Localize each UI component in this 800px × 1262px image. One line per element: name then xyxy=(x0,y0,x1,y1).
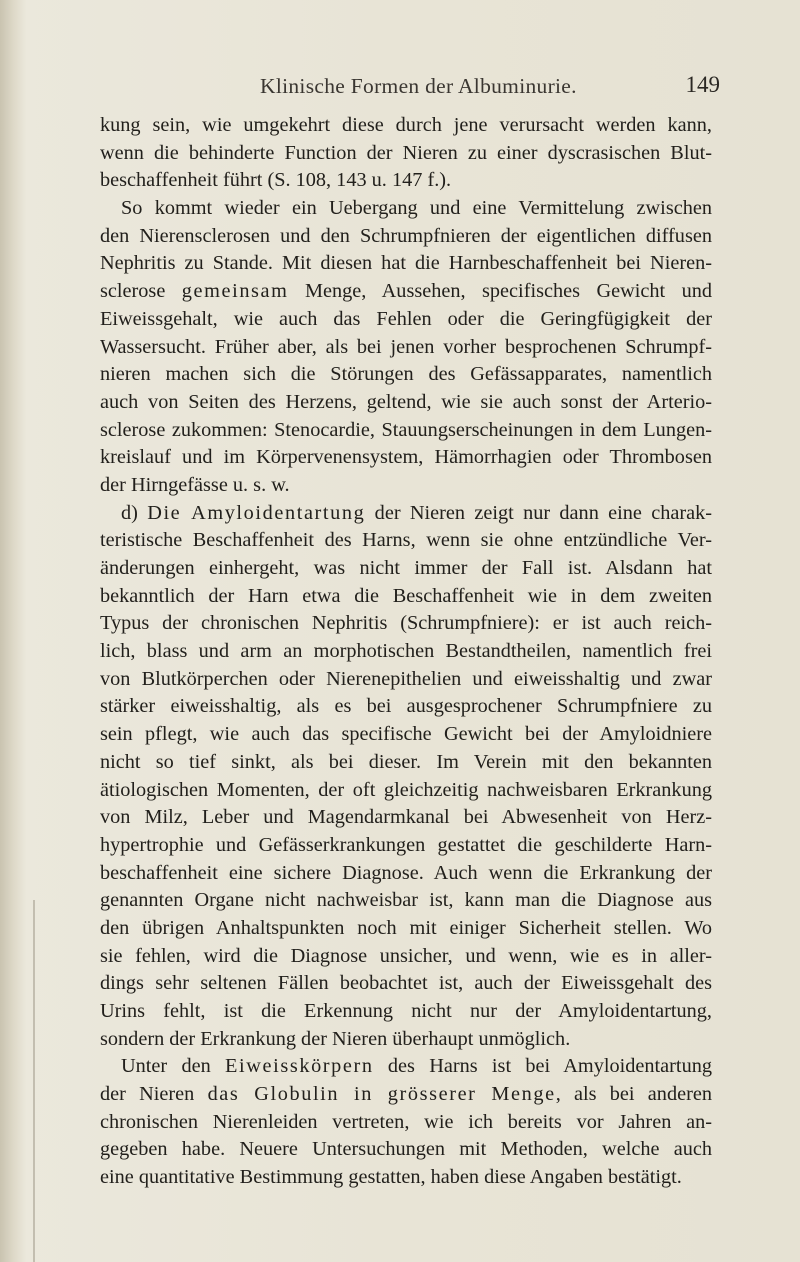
text-segment: kung sein, wie umgekehrt diese durch jene verursacht werden kann, xyxy=(100,114,712,136)
text-line xyxy=(100,361,712,389)
text-line xyxy=(100,804,712,832)
text-line xyxy=(100,860,712,888)
emphasized-text: Die Amyloidentartung xyxy=(147,501,366,524)
text-segment: beschaffenheit eine sichere Diagnose. Auch wenn die Erkrankung der xyxy=(100,861,712,884)
text-line xyxy=(100,334,712,362)
text-line xyxy=(100,500,712,528)
text-segment: änderungen einhergeht, was nicht immer der Fall ist. Alsdann hat xyxy=(100,557,712,579)
text-segment: sein pflegt, wie auch das specifische Gewicht bei der Amyloidniere xyxy=(100,723,712,746)
text-segment: den Nierensclerosen und den Schrumpfnieren der eigentlichen diffusen xyxy=(100,224,712,247)
text-line xyxy=(100,583,712,611)
text-segment: kreislauf und im Körpervenensystem, Hämorrhagien oder Thrombosen xyxy=(100,446,712,469)
text-line xyxy=(100,1164,712,1192)
text-segment: der Nieren zeigt nur dann eine charak- xyxy=(365,501,713,524)
text-line xyxy=(100,887,712,915)
text-segment: der Nieren xyxy=(100,1083,208,1106)
text-line xyxy=(100,167,712,195)
text-segment: genannten Organe nicht nachweisbar ist, kann man die Diagnose aus xyxy=(100,889,712,912)
text-segment: Wassersucht. Früher aber, als bei jenen vorher besprochenen Schrumpf- xyxy=(100,335,712,358)
text-line xyxy=(100,943,712,971)
text-line xyxy=(100,1136,712,1164)
text-line xyxy=(100,970,712,998)
text-segment: chronischen Nierenleiden vertreten, wie ich bereits vor Jahren an- xyxy=(100,1110,712,1133)
text-line xyxy=(100,417,712,445)
text-line xyxy=(100,915,712,943)
text-line xyxy=(100,666,712,694)
text-segment: von Milz, Leber und Magendarmkanal bei Abwesenheit von Herz- xyxy=(100,806,712,829)
text-segment: hypertrophie und Gefässerkrankungen gestattet die geschilderte Harn- xyxy=(100,833,712,856)
text-line xyxy=(100,223,712,251)
running-title: Klinische Formen der Albuminurie. xyxy=(260,74,577,98)
text-line xyxy=(100,721,712,749)
text-line xyxy=(100,195,712,223)
text-line xyxy=(100,610,712,638)
text-line xyxy=(100,444,712,472)
text-segment: So kommt wieder ein Uebergang und eine Vermittelung zwischen xyxy=(121,197,712,220)
text-line xyxy=(100,693,712,721)
page-number: 149 xyxy=(685,72,720,97)
text-segment: wenn die behinderte Function der Nieren zu einer dyscrasischen Blut- xyxy=(100,141,712,164)
text-segment: Urins fehlt, ist die Erkennung nicht nur der Amyloidentartung, xyxy=(100,1000,712,1022)
text-line xyxy=(100,112,712,140)
text-segment: Typus der chronischen Nephritis (Schrumpfniere): er ist auch reich- xyxy=(100,612,712,635)
text-segment: sie fehlen, wird die Diagnose unsicher, und wenn, wie es in aller- xyxy=(100,944,712,967)
text-line xyxy=(100,998,712,1026)
text-line xyxy=(100,832,712,860)
text-segment: dings sehr seltenen Fällen beobachtet ist, auch der Eiweissgehalt des xyxy=(100,972,712,995)
text-segment: Unter den xyxy=(121,1055,226,1078)
text-segment: sclerose zukommen: Stenocardie, Stauungserscheinungen in dem Lungen- xyxy=(100,418,712,441)
text-segment: nieren machen sich die Störungen des Gefässapparates, namentlich xyxy=(100,363,712,386)
text-segment: gegeben habe. Neuere Untersuchungen mit Methoden, welche auch xyxy=(100,1138,712,1161)
text-segment: von Blutkörperchen oder Nierenepithelien und eiweisshaltig und zwar xyxy=(100,667,712,690)
emphasized-text: Eiweisskörpern xyxy=(225,1055,374,1078)
emphasized-text: gemeinsam xyxy=(181,280,289,303)
text-segment: teristische Beschaffenheit des Harns, wenn sie ohne entzündliche Ver- xyxy=(100,529,712,552)
text-segment: auch von Seiten des Herzens, geltend, wie sie auch sonst der Arterio- xyxy=(100,390,712,413)
text-segment: , als bei anderen xyxy=(555,1083,712,1106)
text-segment: den übrigen Anhaltspunkten noch mit einiger Sicherheit stellen. Wo xyxy=(100,916,712,939)
text-segment: beschaffenheit führt (S. 108, 143 u. 147 f.). xyxy=(100,169,452,192)
text-line xyxy=(100,472,712,500)
text-segment: bekanntlich der Harn etwa die Beschaffenheit wie in dem zweiten xyxy=(100,584,712,607)
text-segment: sondern der Erkrankung der Nieren überhaupt unmöglich. xyxy=(100,1027,571,1050)
text-segment: d) xyxy=(121,501,148,524)
page-edge-line xyxy=(33,900,35,1262)
text-segment: des Harns ist bei Amyloidentartung xyxy=(373,1055,712,1078)
text-line xyxy=(100,1109,712,1137)
text-segment: stärker eiweisshaltig, als es bei ausgesprochener Schrumpfniere zu xyxy=(100,695,712,718)
text-line xyxy=(100,527,712,555)
text-line xyxy=(100,306,712,334)
text-line xyxy=(100,1081,712,1109)
text-line xyxy=(100,250,712,278)
text-line xyxy=(100,777,712,805)
text-segment: Nephritis zu Stande. Mit diesen hat die Harnbeschaffenheit bei Nieren- xyxy=(100,252,712,275)
text-line xyxy=(100,1053,712,1081)
text-segment: Eiweissgehalt, wie auch das Fehlen oder die Geringfügigkeit der xyxy=(100,307,712,330)
text-line xyxy=(100,1026,712,1054)
text-segment: der Hirngefässe u. s. w. xyxy=(100,473,290,496)
text-segment: Menge, Aussehen, specifisches Gewicht und xyxy=(288,280,713,303)
emphasized-text: das Globulin in grösserer Menge xyxy=(207,1083,556,1106)
text-line xyxy=(100,389,712,417)
text-segment: eine quantitative Bestimmung gestatten, haben diese Angaben bestätigt. xyxy=(100,1166,682,1189)
text-line xyxy=(100,555,712,583)
text-segment: sclerose xyxy=(100,280,182,303)
text-line xyxy=(100,278,712,306)
text-line xyxy=(100,638,712,666)
text-line xyxy=(100,749,712,777)
text-segment: lich, blass und arm an morphotischen Bestandtheilen, namentlich frei xyxy=(100,640,712,663)
text-segment: nicht so tief sinkt, als bei dieser. Im Verein mit den bekannten xyxy=(100,750,712,773)
running-header xyxy=(100,70,730,106)
text-segment: ätiologischen Momenten, der oft gleichzeitig nachweisbaren Erkrankung xyxy=(100,778,712,801)
text-line xyxy=(100,140,712,168)
body-text xyxy=(100,112,712,1192)
page-gutter-shadow xyxy=(0,0,26,1262)
